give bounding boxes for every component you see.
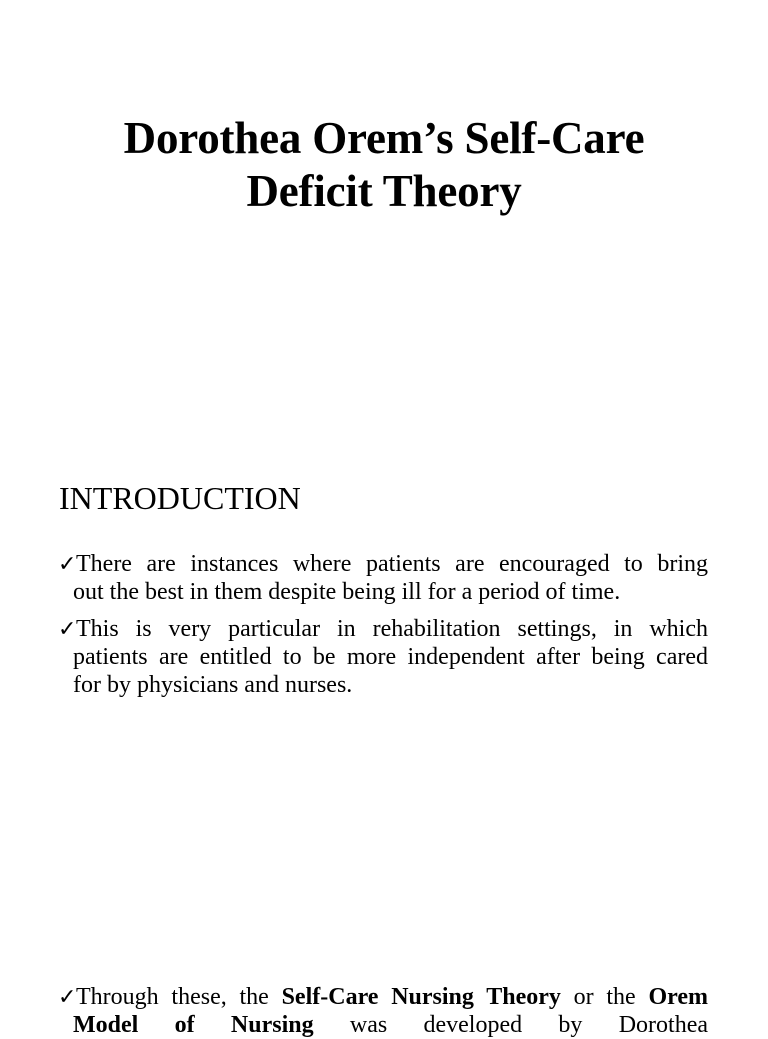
bullet-line [58, 1011, 708, 1039]
bold-term: Orem [648, 984, 708, 1010]
bullet-line [58, 550, 708, 578]
bullet-text: out the best in them despite being ill for a period of time. [73, 579, 621, 605]
title-line-1: Dorothea Orem’s Self-Care [123, 113, 645, 163]
bullet-item [58, 550, 708, 606]
bullet-text: This is very particular in rehabilitation settings, in which [76, 616, 708, 642]
checkmark-icon: ✓ [58, 984, 77, 1009]
bullet-item [58, 983, 708, 1039]
page-title [60, 112, 708, 218]
checkmark-icon: ✓ [58, 616, 77, 641]
bullet-text: There are instances where patients are encouraged to bring [76, 551, 708, 577]
bullet-text: or the [560, 984, 649, 1010]
bullet-line [58, 615, 708, 643]
bullet-line [58, 983, 708, 1011]
section-heading-introduction: INTRODUCTION [59, 480, 301, 516]
bullet-item [58, 615, 708, 699]
bold-term: Model of Nursing [73, 1012, 314, 1038]
bullet-text: for by physicians and nurses. [73, 672, 353, 698]
bullet-text: patients are entitled to be more independent after being cared [73, 644, 708, 670]
bullet-text: was developed by Dorothea [313, 1012, 709, 1038]
checkmark-icon: ✓ [58, 551, 77, 576]
bullet-text: Through these, the [76, 984, 282, 1010]
bold-term: Self-Care Nursing Theory [281, 984, 561, 1010]
title-line-2: Deficit Theory [246, 166, 522, 216]
